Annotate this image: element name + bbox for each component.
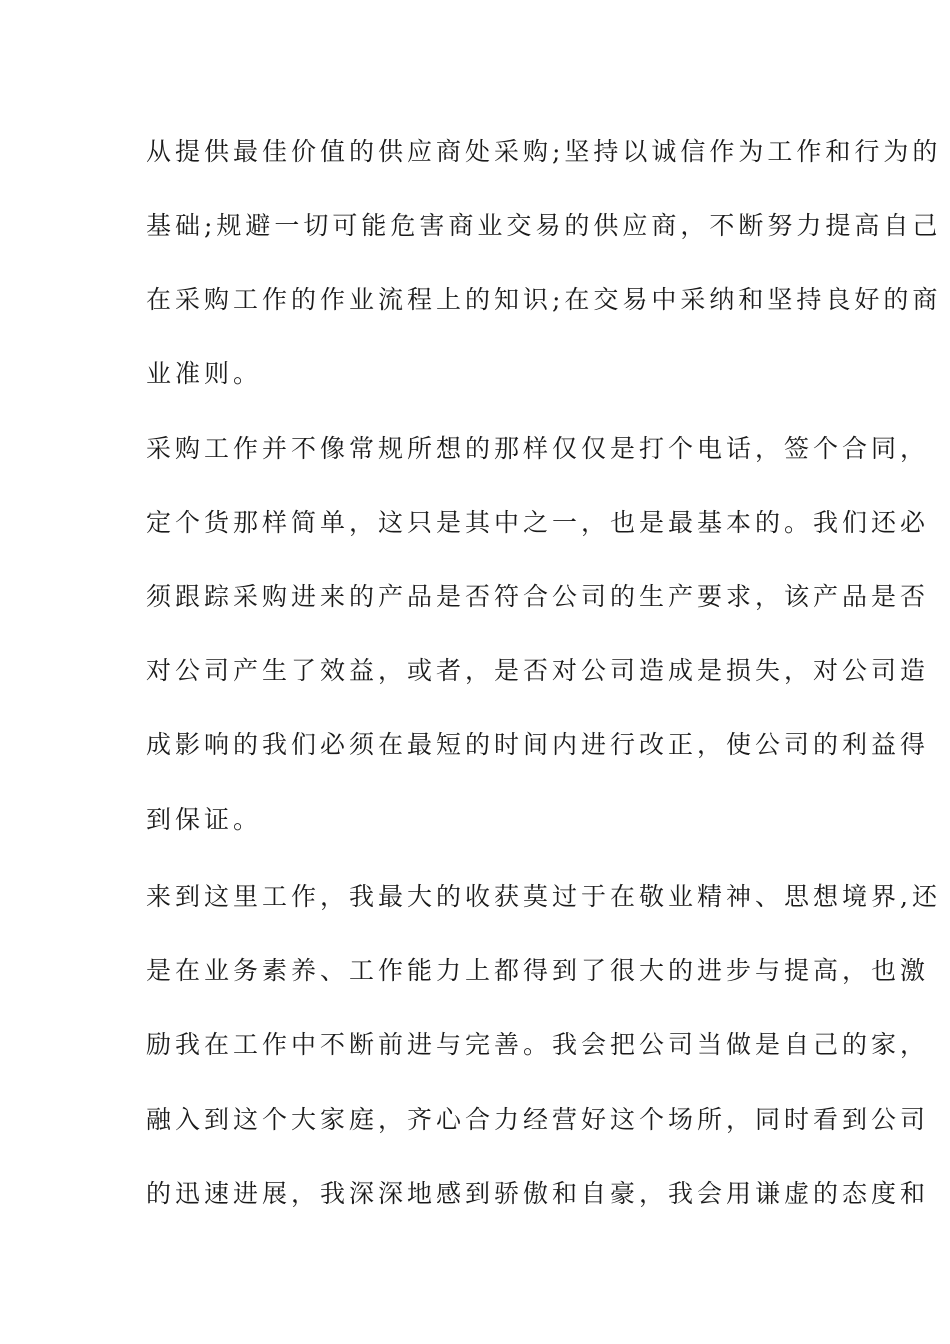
text-line: 成影响的我们必须在最短的时间内进行改正，使公司的利益得 [146, 730, 930, 759]
text-line: 基础;规避一切可能危害商业交易的供应商，不断努力提高自己 [146, 211, 942, 240]
text-line: 业准则。 [146, 359, 263, 388]
text-line: 从提供最佳价值的供应商处采购;坚持以诚信作为工作和行为的 [146, 137, 942, 166]
text-line: 来到这里工作，我最大的收获莫过于在敬业精神、思想境界,还 [146, 882, 941, 911]
text-line: 定个货那样简单，这只是其中之一，也是最基本的。我们还必 [146, 508, 930, 537]
text-line: 在采购工作的作业流程上的知识;在交易中采纳和坚持良好的商 [146, 285, 942, 314]
text-line: 采购工作并不像常规所想的那样仅仅是打个电话，签个合同， [146, 434, 930, 463]
text-line: 到保证。 [146, 805, 263, 834]
text-line: 励我在工作中不断前进与完善。我会把公司当做是自己的家， [146, 1030, 930, 1059]
text-line: 须跟踪采购进来的产品是否符合公司的生产要求，该产品是否 [146, 582, 930, 611]
text-line: 是在业务素养、工作能力上都得到了很大的进步与提高，也激 [146, 956, 930, 985]
text-line: 融入到这个大家庭，齐心合力经营好这个场所，同时看到公司 [146, 1105, 930, 1134]
text-line: 对公司产生了效益，或者，是否对公司造成是损失，对公司造 [146, 656, 930, 685]
text-line: 的迅速进展，我深深地感到骄傲和自豪，我会用谦虚的态度和 [146, 1179, 930, 1208]
